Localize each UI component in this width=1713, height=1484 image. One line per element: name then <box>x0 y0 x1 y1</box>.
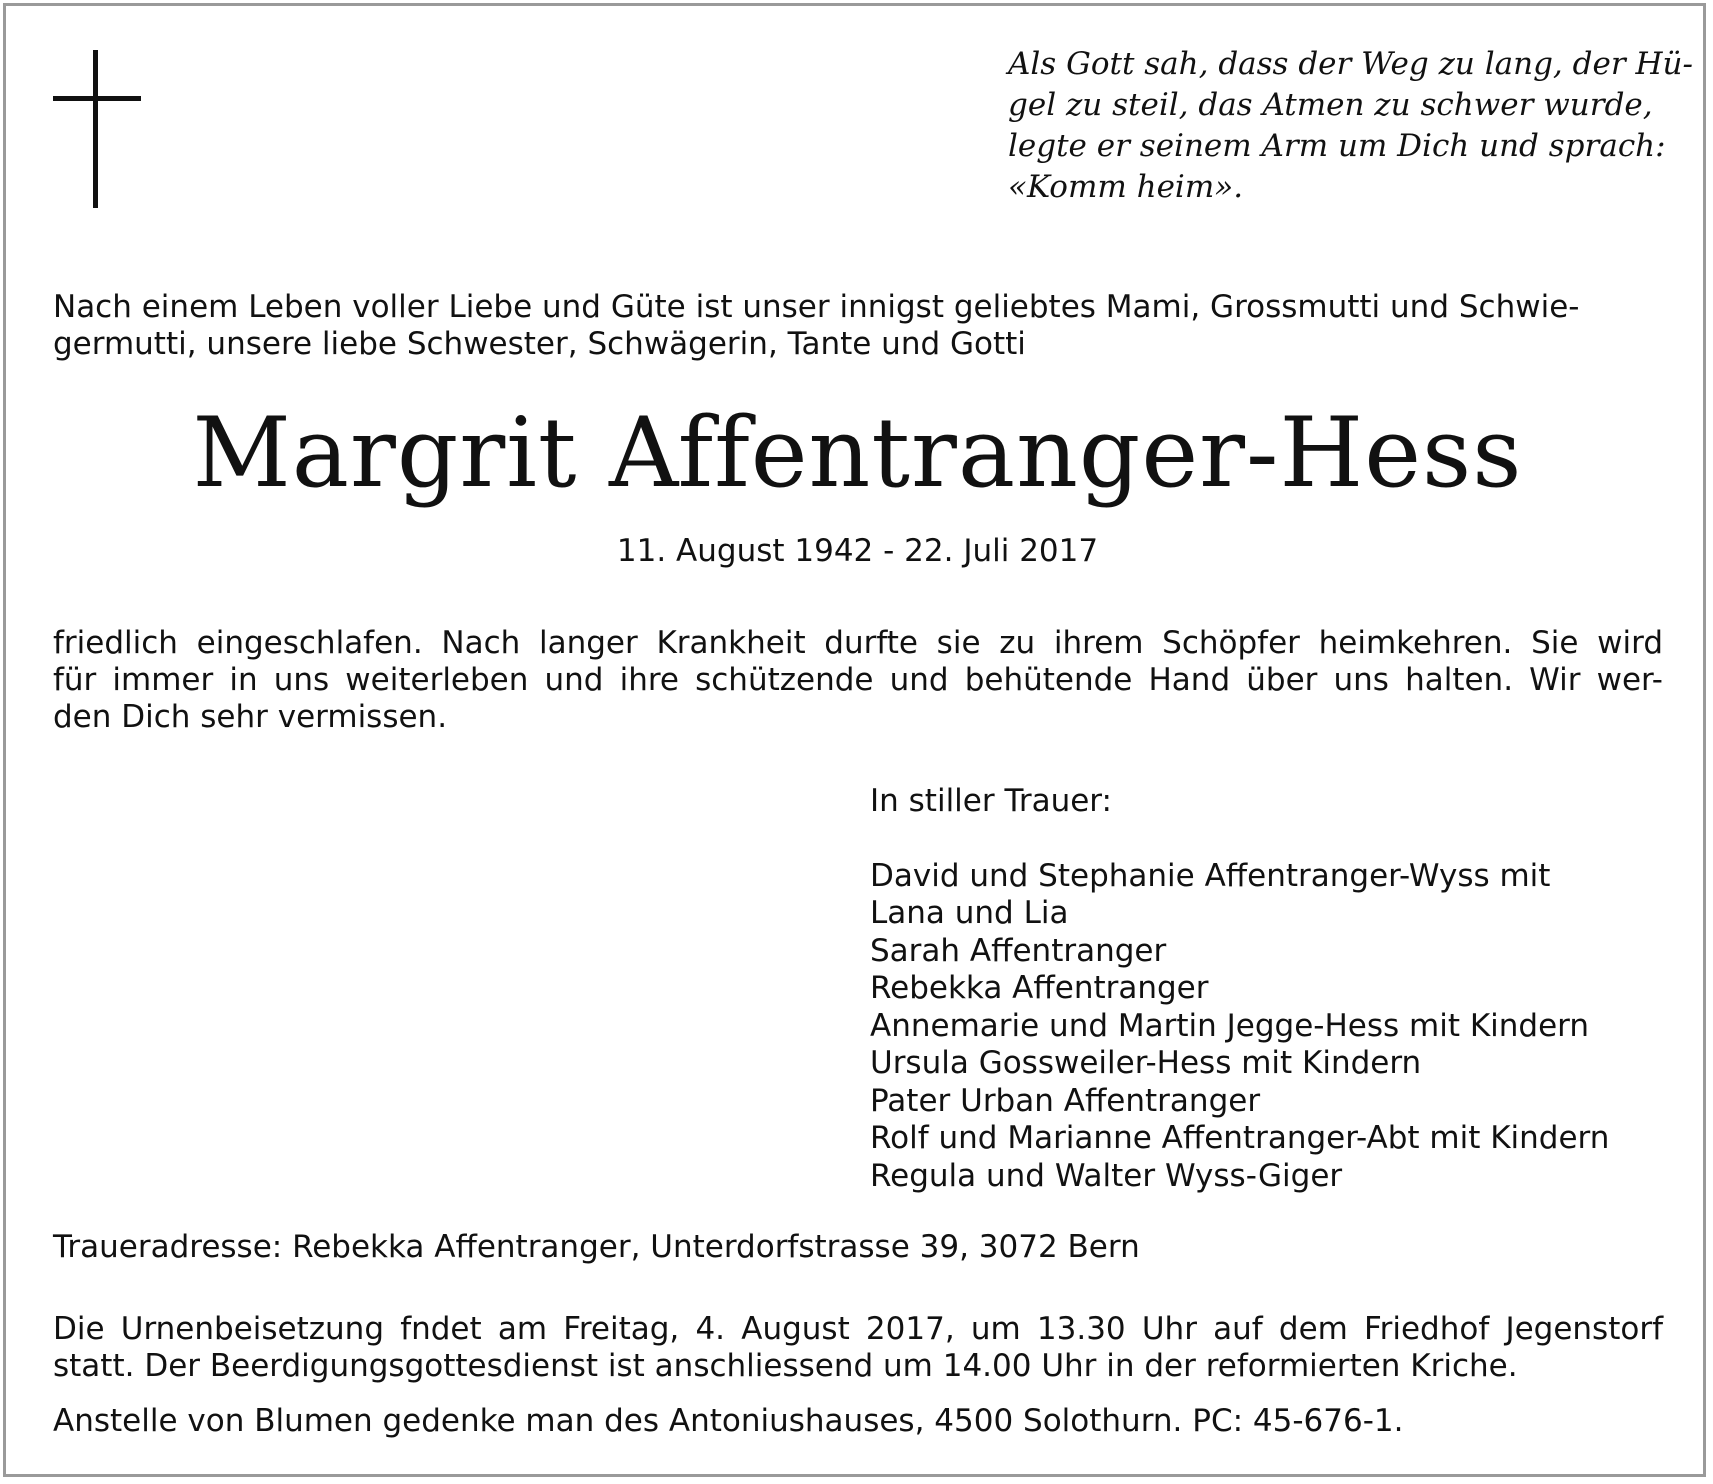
service-line: Die Urnenbeisetzung fndet am Freitag, 4. August 2017, um 13.30 Uhr auf dem Friedhof Jegenstorf <box>53 1311 1663 1347</box>
body-line: den Dich sehr vermissen. <box>53 699 448 735</box>
motto-line: legte er seinem Arm um Dich und sprach: <box>1008 128 1666 164</box>
obituary-notice <box>3 3 1706 1477</box>
mourner-name: Sarah Affentranger <box>870 932 1167 969</box>
service-info <box>53 1311 1663 1385</box>
mourners-heading: In stiller Trauer: <box>870 783 1112 819</box>
motto-quote <box>1008 44 1693 208</box>
mourner-name: Rebekka Affentranger <box>870 970 1209 1006</box>
mourner-name: Regula und Walter Wyss-Giger <box>870 1157 1343 1194</box>
mourning-address: Traueradresse: Rebekka Affentranger, Unterdorfstrasse 39, 3072 Bern <box>53 1229 1140 1265</box>
body-line: friedlich eingeschlafen. Nach langer Krankheit durfte sie zu ihrem Schöpfer heimkehren. Sie wird <box>53 625 1663 661</box>
mourner-name: Rolf und Marianne Affentranger-Abt mit Kindern <box>870 1120 1610 1156</box>
intro-line: germutti, unsere liebe Schwester, Schwägerin, Tante und Gotti <box>53 326 1026 362</box>
mourner-name: Ursula Gossweiler-Hess mit Kindern <box>870 1045 1422 1081</box>
body-line: für immer in uns weiterleben und ihre schützende und behütende Hand über uns halten. Wir wer- <box>53 662 1663 698</box>
motto-line: «Komm heim». <box>1008 169 1244 205</box>
deceased-name: Margrit Affentranger-Hess <box>192 397 1523 509</box>
service-line: statt. Der Beerdigungsgottesdienst ist anschliessend um 14.00 Uhr in der reformierten Kriche. <box>53 1348 1518 1384</box>
intro-paragraph <box>53 289 1673 363</box>
donation-note: Anstelle von Blumen gedenke man des Antoniushauses, 4500 Solothurn. PC: 45-676-1. <box>53 1403 1404 1439</box>
motto-line: Als Gott sah, dass der Weg zu lang, der Hü- <box>1008 46 1693 82</box>
cross-icon <box>53 50 141 210</box>
mourner-name: David und Stephanie Affentranger-Wyss mit <box>870 857 1551 894</box>
motto-line: gel zu steil, das Atmen zu schwer wurde, <box>1008 87 1653 123</box>
mourner-name: Lana und Lia <box>870 895 1069 931</box>
intro-line: Nach einem Leben voller Liebe und Güte ist unser innigst geliebtes Mami, Grossmutti und Schwie- <box>53 289 1580 325</box>
mourner-name: Annemarie und Martin Jegge-Hess mit Kindern <box>870 1007 1590 1044</box>
life-dates: 11. August 1942 - 22. Juli 2017 <box>616 533 1099 569</box>
body-paragraph <box>53 625 1663 736</box>
mourners-list <box>870 783 1690 1195</box>
mourner-name: Pater Urban Affentranger <box>870 1082 1261 1119</box>
